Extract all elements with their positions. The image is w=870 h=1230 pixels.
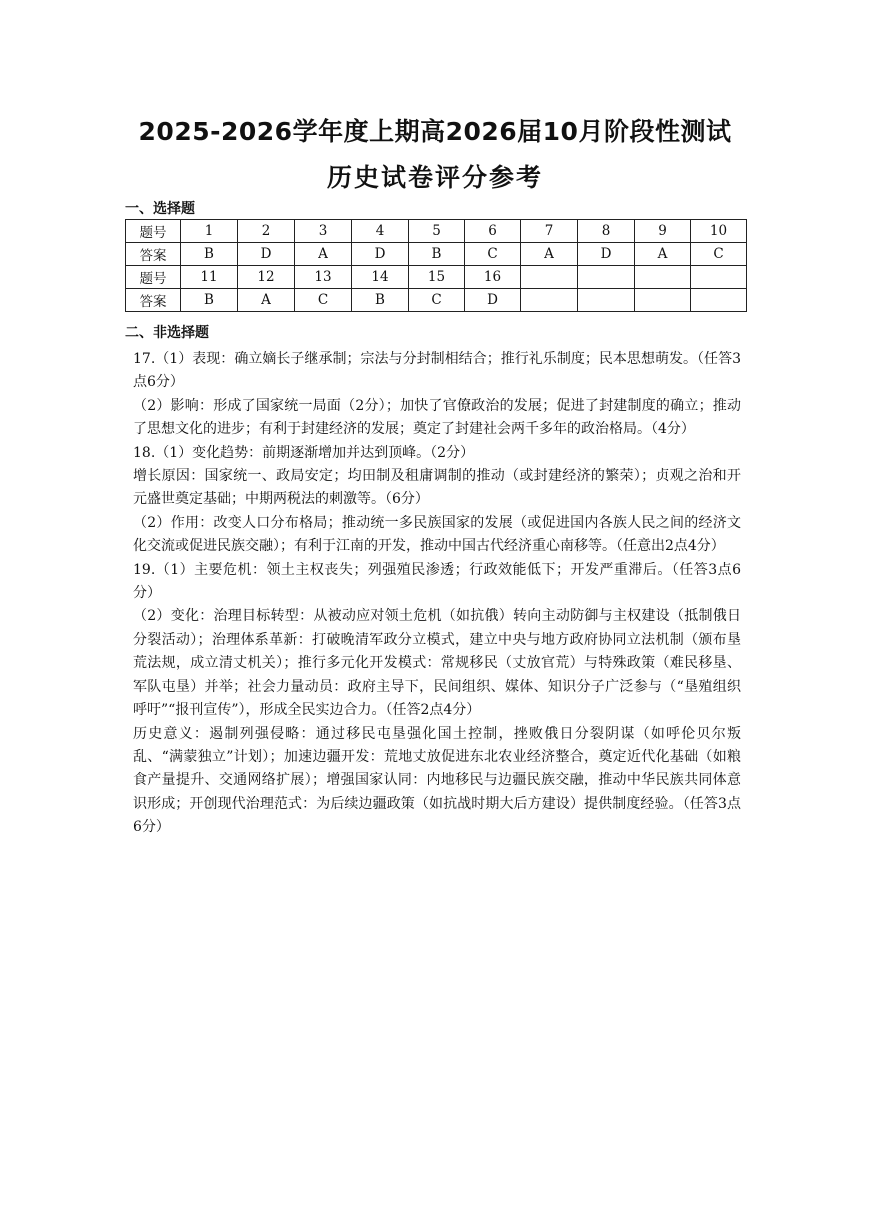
question-number: 8 — [578, 220, 635, 243]
question-number: 10 — [691, 220, 747, 243]
question-number — [521, 266, 578, 289]
question-number: 12 — [238, 266, 295, 289]
table-row — [126, 220, 747, 243]
answer-cell: A — [295, 243, 352, 266]
row-label-answer: 答案 — [126, 289, 181, 312]
answer-cell: D — [352, 243, 409, 266]
question-number: 5 — [409, 220, 465, 243]
question-number: 13 — [295, 266, 352, 289]
row-label-question: 题号 — [126, 266, 181, 289]
answer-cell: C — [295, 289, 352, 312]
answer-cell: A — [238, 289, 295, 312]
question-number: 9 — [635, 220, 691, 243]
question-number: 3 — [295, 220, 352, 243]
document-title: 2025-2026学年度上期高2026届10月阶段性测试 — [138, 117, 732, 146]
question-number: 4 — [352, 220, 409, 243]
table-row — [126, 266, 747, 289]
table-row — [126, 289, 747, 312]
section-heading-multiple-choice: 一、选择题 — [125, 201, 195, 217]
answer-cell: D — [578, 243, 635, 266]
table-row — [126, 243, 747, 266]
answer-paragraph-19-significance: 历史意义：遏制列强侵略：通过移民屯垦强化国土控制，挫败俄日分裂阴谋（如呼伦贝尔叛乱、“满蒙独立”计划）；加速边疆开发：荒地丈放促进东北农业经济整合，奠定近代化基础（如粮食产量提升、交通网络扩展）；增强国家认同：内地移民与边疆民族交融，推动中华民族共同体意识形成；开创现代治理范式：为后续边疆政策（如抗战时期大后方建设）提供制度经验。（任答3点6分） — [133, 725, 741, 836]
answer-table — [125, 219, 747, 312]
answer-cell: A — [521, 243, 578, 266]
question-number: 2 — [238, 220, 295, 243]
answer-paragraph-17-1: 17.（1）表现：确立嫡长子继承制；宗法与分封制相结合；推行礼乐制度；民本思想萌发。（任答3点6分） — [133, 351, 741, 391]
question-number: 14 — [352, 266, 409, 289]
free-response-answers — [133, 348, 741, 840]
answer-paragraph-18-1: 18.（1）变化趋势：前期逐渐增加并达到顶峰。（2分） — [133, 444, 475, 461]
answer-paragraph-18-reasons: 增长原因：国家统一、政局安定；均田制及租庸调制的推动（或封建经济的繁荣）；贞观之治和开元盛世奠定基础；中期两税法的刺激等。（6分） — [133, 468, 741, 508]
answer-cell — [521, 289, 578, 312]
answer-cell — [578, 289, 635, 312]
question-number: 16 — [465, 266, 521, 289]
answer-cell: C — [465, 243, 521, 266]
row-label-question: 题号 — [126, 220, 181, 243]
answer-cell: A — [635, 243, 691, 266]
question-number: 1 — [181, 220, 238, 243]
answer-paragraph-18-2: （2）作用：改变人口分布格局；推动统一多民族国家的发展（或促进国内各族人民之间的经济文化交流或促进民族交融）；有利于江南的开发，推动中国古代经济重心南移等。（任意出2点4分） — [133, 514, 741, 555]
answer-paragraph-19-1: 19.（1）主要危机：领土主权丧失；列强殖民渗透；行政效能低下；开发严重滞后。（任答3点6分） — [133, 561, 741, 602]
answer-cell: B — [409, 243, 465, 266]
question-number: 6 — [465, 220, 521, 243]
question-number — [691, 266, 747, 289]
answer-cell: B — [352, 289, 409, 312]
answer-cell — [635, 289, 691, 312]
answer-cell: B — [181, 243, 238, 266]
section-heading-free-response: 二、非选择题 — [125, 325, 209, 341]
answer-cell — [691, 289, 747, 312]
answer-paragraph-19-2: （2）变化：治理目标转型：从被动应对领土危机（如抗俄）转向主动防御与主权建设（抵制俄日分裂活动）；治理体系革新：打破晚清军政分立模式，建立中央与地方政府协同立法机制（颁布垦荒法规，成立清丈机关）；推行多元化开发模式：常规移民（丈放官荒）与特殊政策（难民移垦、军队屯垦）并举；社会力量动员：政府主导下，民间组织、媒体、知识分子广泛参与（“垦殖组织呼吁”“报刊宣传”），形成全民实边合力。（任答2点4分） — [133, 608, 741, 719]
document-subtitle: 历史试卷评分参考 — [326, 163, 543, 192]
answer-paragraph-17-2: （2）影响：形成了国家统一局面（2分）；加快了官僚政治的发展；促进了封建制度的确立；推动了思想文化的进步；有利于封建经济的发展；奠定了封建社会两千多年的政治格局。（4分） — [133, 397, 741, 438]
answer-cell: D — [238, 243, 295, 266]
answer-cell: C — [409, 289, 465, 312]
question-number: 11 — [181, 266, 238, 289]
row-label-answer: 答案 — [126, 243, 181, 266]
question-number: 15 — [409, 266, 465, 289]
question-number — [578, 266, 635, 289]
question-number: 7 — [521, 220, 578, 243]
question-number — [635, 266, 691, 289]
answer-cell: B — [181, 289, 238, 312]
answer-cell: C — [691, 243, 747, 266]
answer-cell: D — [465, 289, 521, 312]
